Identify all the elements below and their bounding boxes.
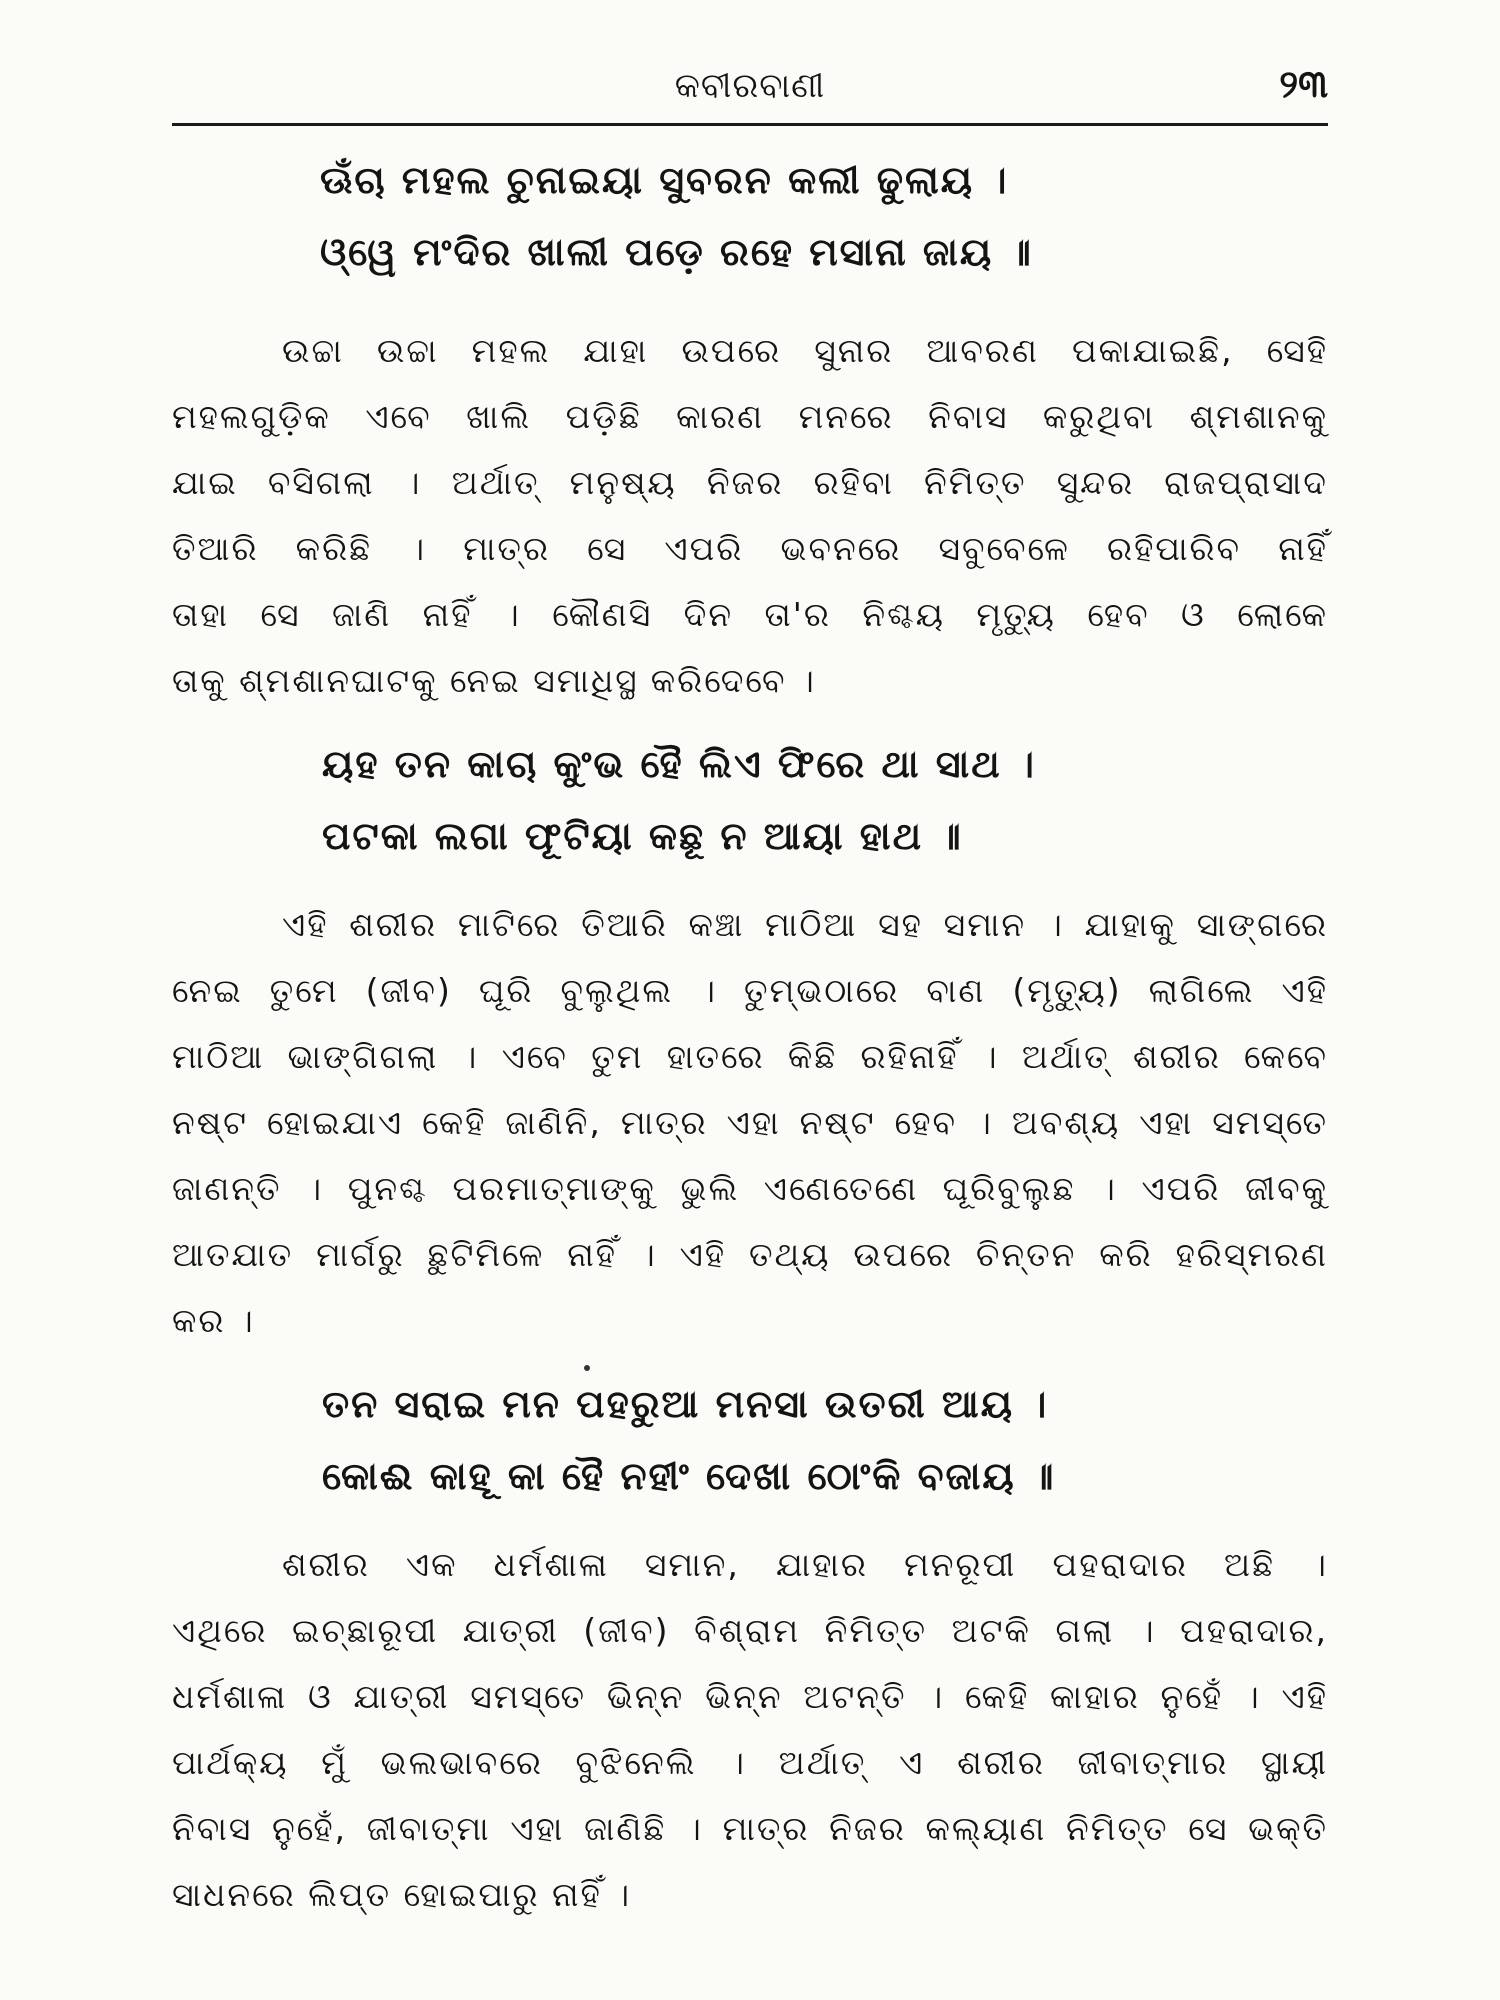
paragraph-line: କର । bbox=[172, 1301, 255, 1340]
paragraph-line: ତାକୁ ଶ୍ମଶାନଘାଟକୁ ନେଇ ସମାଧିସ୍ଥ କରିଦେବେ । bbox=[172, 661, 816, 700]
couplet bbox=[172, 728, 1328, 872]
couplet-line: କୋଈ କାହୂ କା ହୈ ନହୀଂ ଦେଖା ଠୋଂକି ବଜାୟ ॥ bbox=[322, 1454, 1056, 1498]
header-rule bbox=[172, 123, 1328, 126]
couplet bbox=[172, 144, 1328, 288]
paragraph-line: ଏହି ଶରୀର ମାଟିରେ ତିଆରି କଞ୍ଚା ମାଠିଆ ସହ ସମାନ । ଯାହାକୁ ସାଙ୍ଗରେ bbox=[282, 905, 1328, 944]
paragraph-line: ନଷ୍ଟ ହୋଇଯାଏ କେହି ଜାଣିନି, ମାତ୍ର ଏହା ନଷ୍ଟ ହେବ । ଅବଶ୍ୟ ଏହା ସମସ୍ତେ bbox=[172, 1103, 1328, 1142]
paragraph-line: ମହଲଗୁଡ଼ିକ ଏବେ ଖାଲି ପଡ଼ିଛି କାରଣ ମନରେ ନିବାସ କରୁଥିବା ଶ୍ମଶାନକୁ bbox=[172, 397, 1328, 436]
paragraph-line: ଏଥିରେ ଇଚ୍ଛାରୂପୀ ଯାତ୍ରୀ (ଜୀବ) ବିଶ୍ରାମ ନିମିତ୍ତ ଅଟକି ଗଲା । ପହରାଦାର, bbox=[172, 1611, 1328, 1650]
print-speck bbox=[584, 1365, 590, 1371]
couplet-line: ଊଁଚା ମହଲ ଚୁନାଇୟା ସୁବରନ କଲୀ ଢୁଲାୟ । bbox=[320, 158, 1009, 202]
page-header bbox=[172, 58, 1328, 120]
paragraph-line: ଶରୀର ଏକ ଧର୍ମଶାଳା ସମାନ, ଯାହାର ମନରୂପୀ ପହରାଦାର ଅଛି । bbox=[282, 1545, 1328, 1584]
paragraph-line: ତିଆରି କରିଛି । ମାତ୍ର ସେ ଏପରି ଭବନରେ ସବୁବେଳେ ରହିପାରିବ ନାହିଁ bbox=[172, 529, 1328, 568]
paragraph-line: ପାର୍ଥକ୍ୟ ମୁଁ ଭଲଭାବରେ ବୁଝିନେଲି । ଅର୍ଥାତ୍ ଏ ଶରୀର ଜୀବାତ୍ମାର ସ୍ଥାୟୀ bbox=[172, 1743, 1328, 1782]
commentary-paragraph bbox=[172, 318, 1328, 714]
page-number: ୨୩ bbox=[1279, 62, 1328, 106]
couplet-line: ତନ ସରାଇ ମନ ପହରୁଆ ମନସା ଉତରୀ ଆୟ । bbox=[322, 1382, 1049, 1426]
paragraph-line: ତାହା ସେ ଜାଣି ନାହିଁ । କୌଣସି ଦିନ ତା'ର ନିଶ୍ଚୟ ମୃତ୍ୟୁ ହେବ ଓ ଲୋକେ bbox=[172, 595, 1328, 634]
paragraph-line: ମାଠିଆ ଭାଙ୍ଗିଗଲା । ଏବେ ତୁମ ହାତରେ କିଛି ରହିନାହିଁ । ଅର୍ଥାତ୍ ଶରୀର କେବେ bbox=[172, 1037, 1328, 1076]
paragraph-line: ନିବାସ ନୁହେଁ, ଜୀବାତ୍ମା ଏହା ଜାଣିଛି । ମାତ୍ର ନିଜର କଲ୍ୟାଣ ନିମିତ୍ତ ସେ ଭକ୍ତି bbox=[172, 1809, 1328, 1848]
couplet-line: ୟହ ତନ କାଚା କୁଂଭ ହୈ ଲିଏ ଫିରେ ଥା ସାଥ । bbox=[322, 742, 1036, 786]
paragraph-line: ଆତଯାତ ମାର୍ଗରୁ ଛୁଟିମିଳେ ନାହିଁ । ଏହି ତଥ୍ୟ ଉପରେ ଚିନ୍ତନ କରି ହରିସ୍ମରଣ bbox=[172, 1235, 1328, 1274]
paragraph-line: ଜାଣନ୍ତି । ପୁନଶ୍ଚ ପରମାତ୍ମାଙ୍କୁ ଭୁଲି ଏଣେତେଣେ ଘୂରିବୁଲୁଛ । ଏପରି ଜୀବକୁ bbox=[172, 1169, 1328, 1208]
paragraph-line: ଯାଇ ବସିଗଲା । ଅର୍ଥାତ୍ ମନୁଷ୍ୟ ନିଜର ରହିବା ନିମିତ୍ତ ସୁନ୍ଦର ରାଜପ୍ରାସାଦ bbox=[172, 463, 1328, 502]
paragraph-line: ନେଇ ତୁମେ (ଜୀବ) ଘୂରି ବୁଲୁଥିଲ । ତୁମ୍ଭଠାରେ ବାଣ (ମୃତ୍ୟୁ) ଲାଗିଲେ ଏହି bbox=[172, 971, 1328, 1010]
paragraph-line: ସାଧନରେ ଲିପ୍ତ ହୋଇପାରୁ ନାହିଁ । bbox=[172, 1875, 632, 1914]
paragraph-line: ଧର୍ମଶାଳା ଓ ଯାତ୍ରୀ ସମସ୍ତେ ଭିନ୍ନ ଭିନ୍ନ ଅଟନ୍ତି । କେହି କାହାର ନୁହେଁ । ଏହି bbox=[172, 1677, 1328, 1716]
running-title: କବୀରବାଣୀ bbox=[674, 66, 826, 106]
couplet bbox=[172, 1368, 1328, 1512]
couplet-line: ପଟକା ଲଗା ଫୂଟିୟା କଛୂ ନ ଆୟା ହାଥ ॥ bbox=[322, 814, 963, 858]
page-body bbox=[172, 140, 1328, 1928]
commentary-paragraph bbox=[172, 892, 1328, 1354]
commentary-paragraph bbox=[172, 1532, 1328, 1928]
paragraph-line: ଉଚ୍ଚା ଉଚ୍ଚା ମହଲ ଯାହା ଉପରେ ସୁନାର ଆବରଣ ପକାଯାଇଛି, ସେହି bbox=[282, 331, 1328, 370]
couplet-line: ଓ୍ୱେ ମଂଦିର ଖାଲୀ ପଡ଼େ ରହେ ମସାନା ଜାୟ ॥ bbox=[320, 230, 1033, 274]
